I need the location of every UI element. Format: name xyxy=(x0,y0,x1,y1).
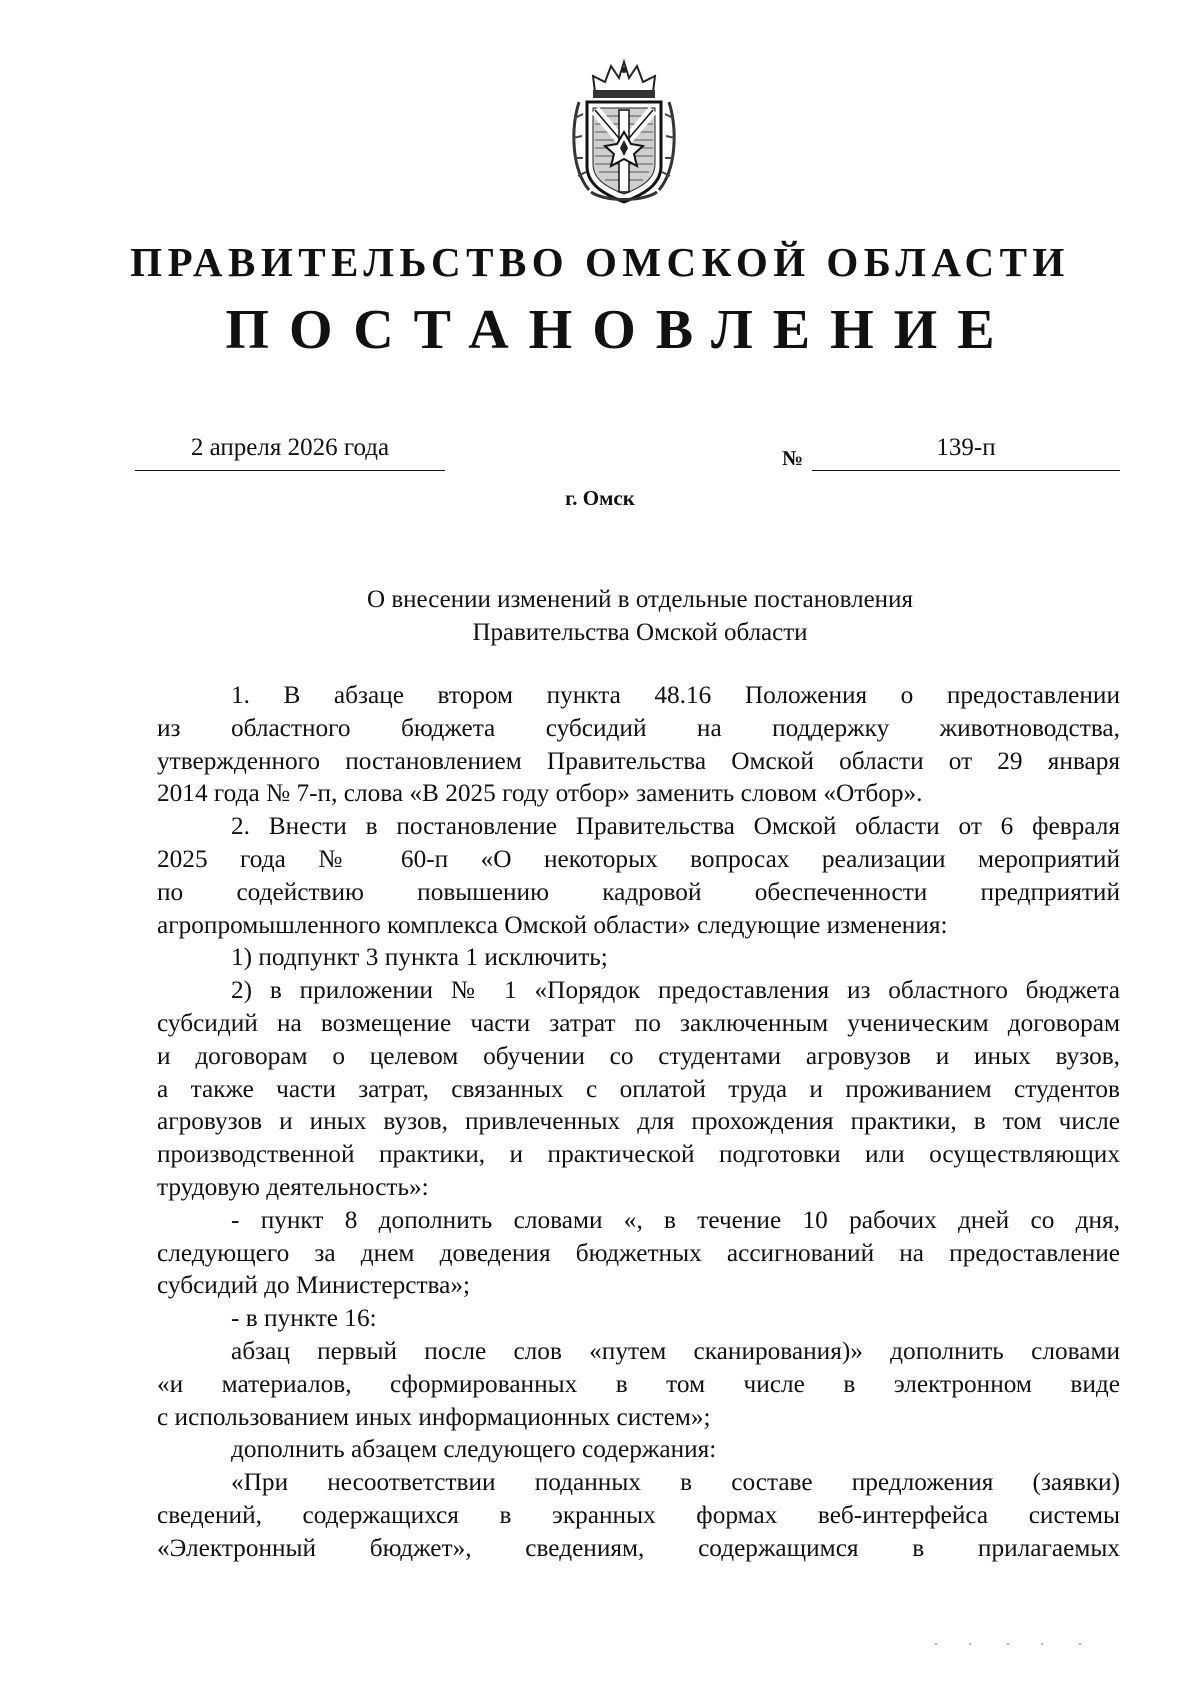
government-name: ПРАВИТЕЛЬСТВО ОМСКОЙ ОБЛАСТИ xyxy=(130,239,1070,285)
body-line: «Электронный бюджет», сведениям, содержащимся в прилагаемых xyxy=(157,1533,1120,1562)
number-label: № xyxy=(782,446,804,470)
document-title xyxy=(160,583,1120,649)
coat-of-arms-emblem xyxy=(565,58,683,206)
scan-noise xyxy=(930,1641,1090,1647)
body-line: дополнить абзацем следующего содержания: xyxy=(231,1435,717,1464)
title-line: Правительства Омской области xyxy=(472,619,808,646)
body-line: 2014 года № 7-п, слова «В 2025 году отбор» заменить словом «Отбор». xyxy=(157,779,923,808)
body-line: - в пункте 16: xyxy=(231,1304,377,1333)
body-line: а также части затрат, связанных с оплатой труда и проживанием студентов xyxy=(157,1074,1120,1103)
body-line: агровузов и иных вузов, привлеченных для прохождения практики, в том числе xyxy=(157,1107,1120,1136)
body-line: по содействию повышению кадровой обеспеченности предприятий xyxy=(157,877,1120,906)
body-line: производственной практики, и практической подготовки или осуществляющих xyxy=(157,1140,1120,1169)
body-line: абзац первый после слов «путем сканирования)» дополнить словами xyxy=(231,1336,1120,1365)
body-line: - пункт 8 дополнить словами «, в течение 10 рабочих дней со дня, xyxy=(231,1205,1120,1234)
body-line: трудовую деятельность»: xyxy=(157,1172,429,1201)
body-line: утвержденного постановлением Правительства Омской области от 29 января xyxy=(157,746,1120,775)
document-date: 2 апреля 2026 года xyxy=(135,430,445,471)
body-line: сведений, содержащихся в экранных формах веб-интерфейса системы xyxy=(157,1500,1120,1529)
body-line: 2025 года № 60-п «О некоторых вопросах реализации мероприятий xyxy=(157,844,1120,873)
city: г. Омск xyxy=(565,486,635,510)
body-line: 2. Внести в постановление Правительства Омской области от 6 февраля xyxy=(231,812,1120,841)
body-line: агропромышленного комплекса Омской области» следующие изменения: xyxy=(157,910,948,939)
body-line: с использованием иных информационных систем»; xyxy=(157,1402,711,1431)
body-line: субсидий на возмещение части затрат по заключенным ученическим договорам xyxy=(157,1008,1120,1037)
document-number: 139-п xyxy=(812,430,1120,471)
body-line: 1) подпункт 3 пункта 1 исключить; xyxy=(231,943,608,972)
body-line: субсидий до Министерства»; xyxy=(157,1271,471,1300)
body-line: 1. В абзаце втором пункта 48.16 Положения о предоставлении xyxy=(231,681,1120,709)
body-line: «и материалов, сформированных в том числе в электронном виде xyxy=(157,1369,1120,1398)
body-line: следующего за днем доведения бюджетных ассигнований на предоставление xyxy=(157,1238,1120,1267)
document-body xyxy=(157,679,1120,1565)
body-line: из областного бюджета субсидий на поддержку животноводства, xyxy=(157,713,1120,742)
document-type: ПОСТАНОВЛЕНИЕ xyxy=(225,299,1015,361)
body-line: и договорам о целевом обучении со студентами агровузов и иных вузов, xyxy=(157,1041,1120,1070)
body-line: 2) в приложении № 1 «Порядок предоставления из областного бюджета xyxy=(231,976,1120,1005)
title-line: О внесении изменений в отдельные постановления xyxy=(367,586,913,613)
body-line: «При несоответствии поданных в составе предложения (заявки) xyxy=(231,1468,1120,1497)
